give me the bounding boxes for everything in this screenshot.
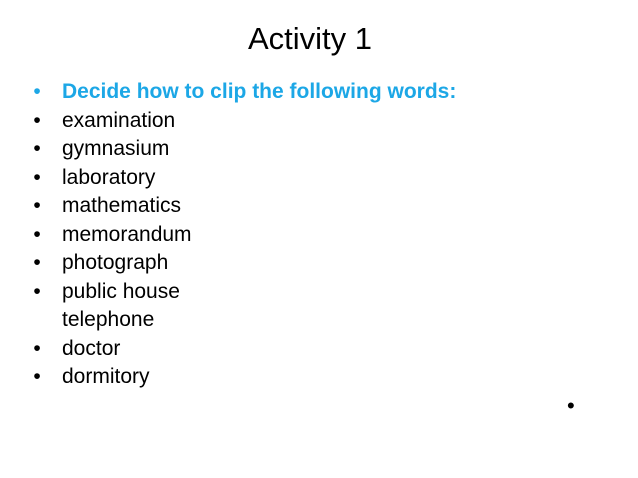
bullet-text: memorandum: [62, 222, 192, 246]
bullet-marker: •: [33, 137, 41, 160]
bullet-marker: •: [33, 194, 41, 217]
bullet-text: laboratory: [62, 165, 156, 189]
bullet-marker: •: [33, 336, 41, 360]
bullet-marker: •: [33, 108, 41, 132]
word-item: [30, 221, 456, 250]
word-item: [30, 363, 456, 392]
empty-bullet: •: [567, 393, 575, 418]
bullet-text: examination: [62, 108, 176, 132]
bullet-text: gymnasium: [62, 137, 170, 160]
bullet-marker: •: [33, 222, 41, 246]
bullet-text: dormitory: [62, 365, 150, 388]
bullet-text: Decide how to clip the following words:: [62, 80, 457, 103]
word-item: [30, 135, 456, 164]
bullet-marker: •: [33, 251, 41, 274]
bullet-text: telephone: [62, 308, 155, 331]
word-item: [30, 107, 456, 136]
bullet-text: mathematics: [62, 194, 182, 217]
word-item: [30, 192, 456, 221]
word-item: [30, 249, 456, 278]
bullet-list: [30, 78, 456, 392]
word-item: [30, 306, 456, 335]
word-item: [30, 278, 456, 307]
word-item: [30, 164, 456, 193]
bullet-text: photograph: [62, 251, 169, 274]
bullet-text: public house: [62, 279, 180, 303]
bullet-marker: •: [33, 165, 41, 189]
bullet-text: doctor: [62, 336, 121, 360]
bullet-marker: •: [33, 279, 41, 303]
bullet-marker: •: [33, 365, 41, 388]
slide-title: Activity 1: [247, 21, 373, 56]
instruction-item: [30, 78, 456, 107]
bullet-marker: •: [33, 80, 41, 103]
word-item: [30, 335, 456, 364]
